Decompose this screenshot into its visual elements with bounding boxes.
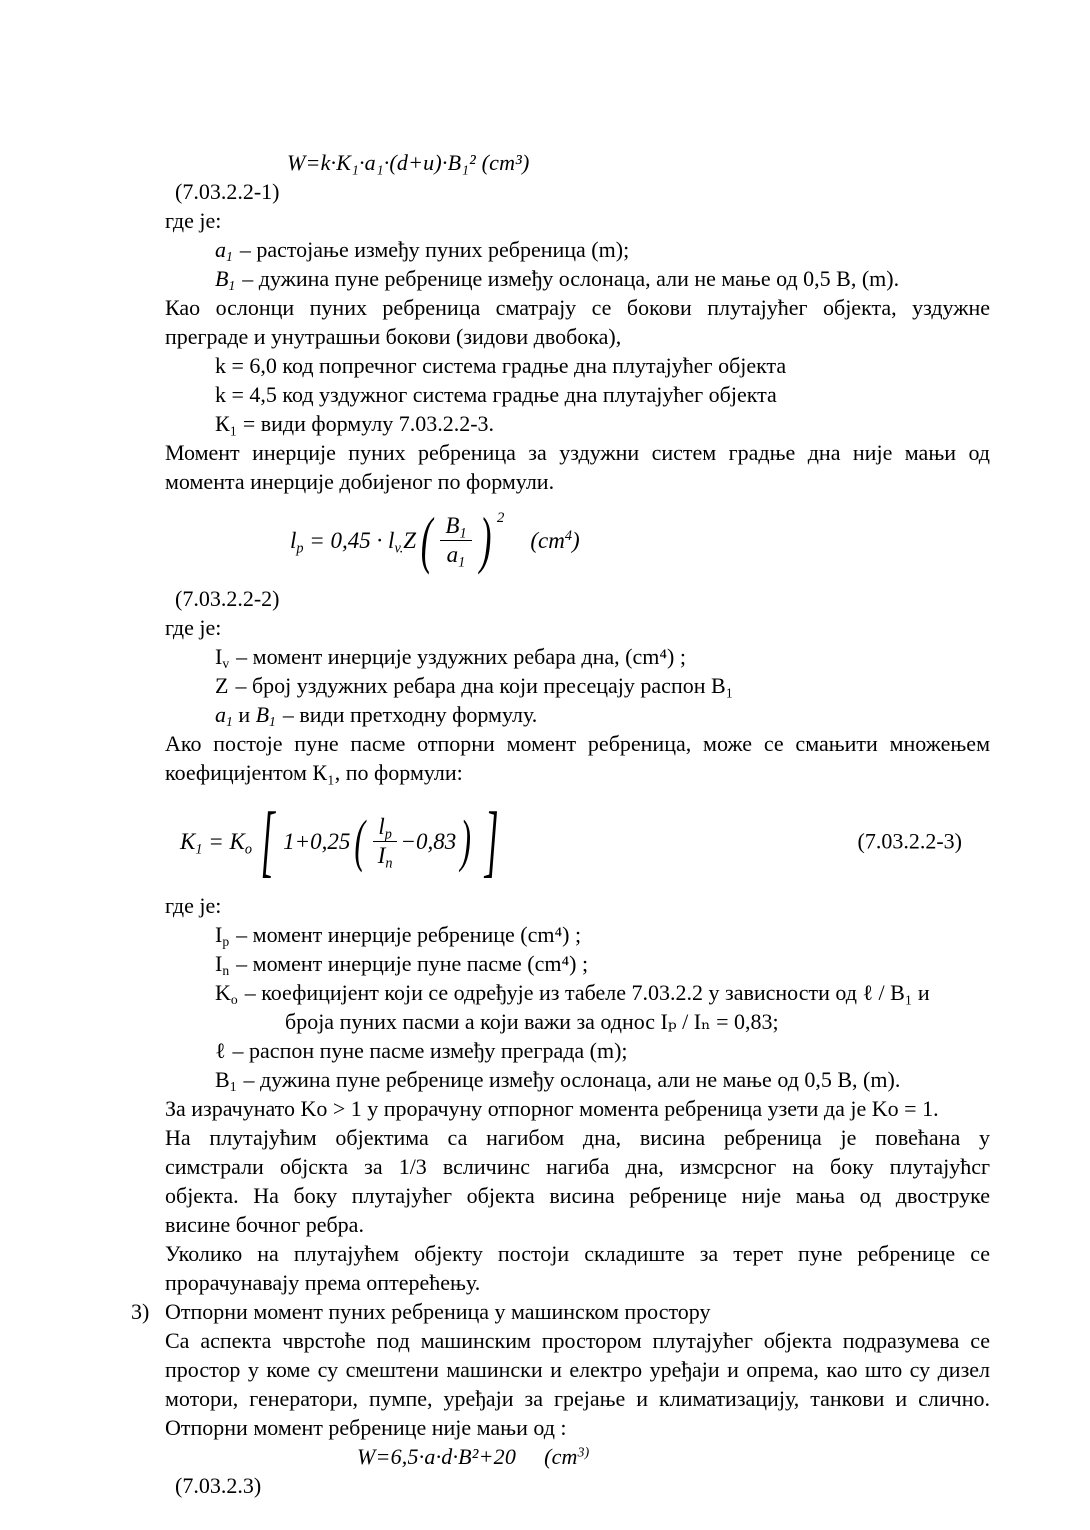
paragraph-slope-line: висине бочног ребра. <box>165 1212 364 1237</box>
def-text: – број уздужних ребара дна који пресецају распон B₁ <box>235 673 734 698</box>
definition-Iv <box>165 642 990 671</box>
def-term-In: $I_n$ <box>215 951 230 979</box>
definition-a1 <box>165 235 990 264</box>
k-value-longitudinal: k = 4,5 код уздужног система градње дна плутајућег објекта <box>215 382 777 407</box>
paragraph-supports-line: Као ослонци пуних ребреница сматрају се бокови плутајућег објекта, уздужне <box>165 295 990 320</box>
paragraph-slope-line: објекта. На боку плутајућег објекта висина ребренице није мања од двоструке <box>165 1183 990 1208</box>
def-text: – дужина пуне ребренице између ослонаца, али не мање од 0,5 B, (m). <box>243 1067 901 1092</box>
def-text: – растојање између пуних ребреница (m); <box>239 237 630 262</box>
definition-Ko-continued <box>165 1007 990 1036</box>
def-text: – момент инерције уздужних ребара дна, (cm⁴) ; <box>236 644 686 669</box>
equation-label-2: (7.03.2.2-2) <box>175 586 280 611</box>
definition-B1 <box>165 264 990 293</box>
formula-lp: $l_p = 0,45 \cdot l_{v.}Z$ ( $\frac{B_1}{a_1}$ ) 2 $(cm^4)$ <box>290 504 580 575</box>
def-term-a1: $a_1$ <box>215 237 233 265</box>
equation-label-1: (7.03.2.2-1) <box>175 179 280 204</box>
paragraph-cargo-line: Уколико на плутајућем објекту постоји складиште за терет пуне ребренице се <box>165 1241 990 1266</box>
formula-lead: $l_p = 0,45 \cdot l_{v.}Z$ <box>290 527 417 556</box>
paragraph-supports-line: преграде и унутрашњи бокови (зидови двобока), <box>165 324 622 349</box>
paragraph-cargo-line: прорачунавају према оптерећењу. <box>165 1270 481 1295</box>
def-text: броја пуних пасми а који важи за однос Iₚ / Iₙ = 0,83; <box>285 1009 779 1034</box>
equation-label-3: (7.03.2.2-3) <box>857 828 962 854</box>
paragraph-slope-line: симстрали објскта за 1/3 всличинс нагиба дна, измсрсног на боку плутајућсг <box>165 1154 990 1179</box>
def-term-Ip: $I_p$ <box>215 922 230 950</box>
formula-tail: −0,83 <box>400 828 457 854</box>
formula-text: W=k·K₁·a₁·(d+u)·B₁² (cm³) <box>287 150 530 175</box>
list-item-title: Отпорни момент пуних ребреница у машинском простору <box>165 1299 711 1324</box>
def-text: – дужина пуне ребренице између ослонаца, али не мање од 0,5 B, (m). <box>242 266 900 291</box>
def-term-B1: $B_1$ <box>255 702 276 730</box>
where-label-1: где је: <box>165 208 222 233</box>
definition-In <box>165 949 990 978</box>
definition-Ko <box>165 978 990 1007</box>
formula-unit: $(cm^4)$ <box>530 527 580 553</box>
paragraph-machinery-line: простор у коме су смештени машински и електро уређаји и опрема, као што су дизел <box>165 1357 990 1382</box>
definition-Z <box>165 671 990 700</box>
formula-inner: 1+0,25 <box>283 828 351 854</box>
formula-unit: ($cm^{3)}$ <box>544 1444 590 1469</box>
where-label-3: где је: <box>165 893 222 918</box>
paragraph-slope-line: На плутајућим објектима са нагибом дна, висина ребреница је повећана у <box>165 1125 990 1150</box>
definition-B1-repeat <box>165 1065 990 1094</box>
k-value-transverse: k = 6,0 код попречног система градње дна плутајућег објекта <box>215 353 787 378</box>
def-text: – момент инерције ребренице (cm⁴) ; <box>236 922 582 947</box>
paragraph-Ko-rule: За израчунато Ko > 1 у прорачуну отпорног момента ребреница узети да је Ko = 1. <box>165 1096 939 1121</box>
k1-reference: К₁ = види формулу 7.03.2.2-3. <box>215 411 495 436</box>
def-term-Z: Z <box>215 673 229 698</box>
def-term-Iv: $I_v$ <box>215 644 230 672</box>
paragraph-pasme-line: коефицијентом К₁, по формули: <box>165 760 463 785</box>
list-item-3 <box>131 1297 990 1326</box>
def-term-B1: $B_1$ <box>215 1067 237 1095</box>
def-text: – момент инерције пуне пасме (cm⁴) ; <box>236 951 589 976</box>
formula-lead: $K_1 = K_o$ <box>180 828 252 857</box>
paragraph-machinery-line: мотори, генератори, пумпе, уређаји за грејање и климатизацију, танкови и слично. <box>165 1386 990 1411</box>
where-label-2: где је: <box>165 615 222 640</box>
def-term-Ko: $K_o$ <box>215 980 238 1008</box>
formula-text: W=6,5·a·d·B²+20 <box>357 1444 517 1469</box>
paragraph-machinery-line: Са аспекта чврстоће под машинским простором плутајућег објекта подразумева се <box>165 1328 990 1353</box>
def-term-ell: ℓ <box>215 1038 226 1063</box>
formula-W-ribs <box>165 148 990 177</box>
formula-K1: $K_1 = K_o$ [ 1+0,25 ( $\frac{l_p}{I_n}$ −0,83 ) ] (7.03.2.2-3) <box>180 797 962 885</box>
paragraph-machinery-line: Отпорни момент ребренице није мањи од : <box>165 1415 567 1440</box>
def-text: – распон пуне пасме између преграда (m); <box>232 1038 628 1063</box>
def-text: – коефицијент који се одређује из табеле 7.03.2.2 у зависности од ℓ / B₁ и <box>244 980 930 1005</box>
paragraph-pasme-line: Ако постоје пуне пасме отпорни момент ребреница, може се смањити множењем <box>165 731 990 756</box>
paragraph-inertia-line: Момент инерције пуних ребреница за уздужни систем градње дна није мањи од <box>165 440 990 465</box>
def-mid: и <box>232 702 256 727</box>
definition-Ip <box>165 920 990 949</box>
equation-label-4: (7.03.2.3) <box>175 1473 262 1498</box>
definition-a1-B1 <box>165 700 990 729</box>
exponent: 2 <box>496 510 505 526</box>
paragraph-inertia-line: момента инерције добијеног по формули. <box>165 469 555 494</box>
def-term-B1: $B_1$ <box>215 266 236 294</box>
list-marker: 3) <box>131 1299 150 1324</box>
def-text: – види претходну формулу. <box>282 702 538 727</box>
def-term-a1: $a_1$ <box>215 702 233 730</box>
fraction-B1-a1: $\frac{B_1}{a_1}$ <box>440 513 471 568</box>
fraction-lp-In: $\frac{l_p}{I_n}$ <box>373 814 398 869</box>
formula-W-machinery <box>165 1442 990 1471</box>
definition-ell <box>165 1036 990 1065</box>
